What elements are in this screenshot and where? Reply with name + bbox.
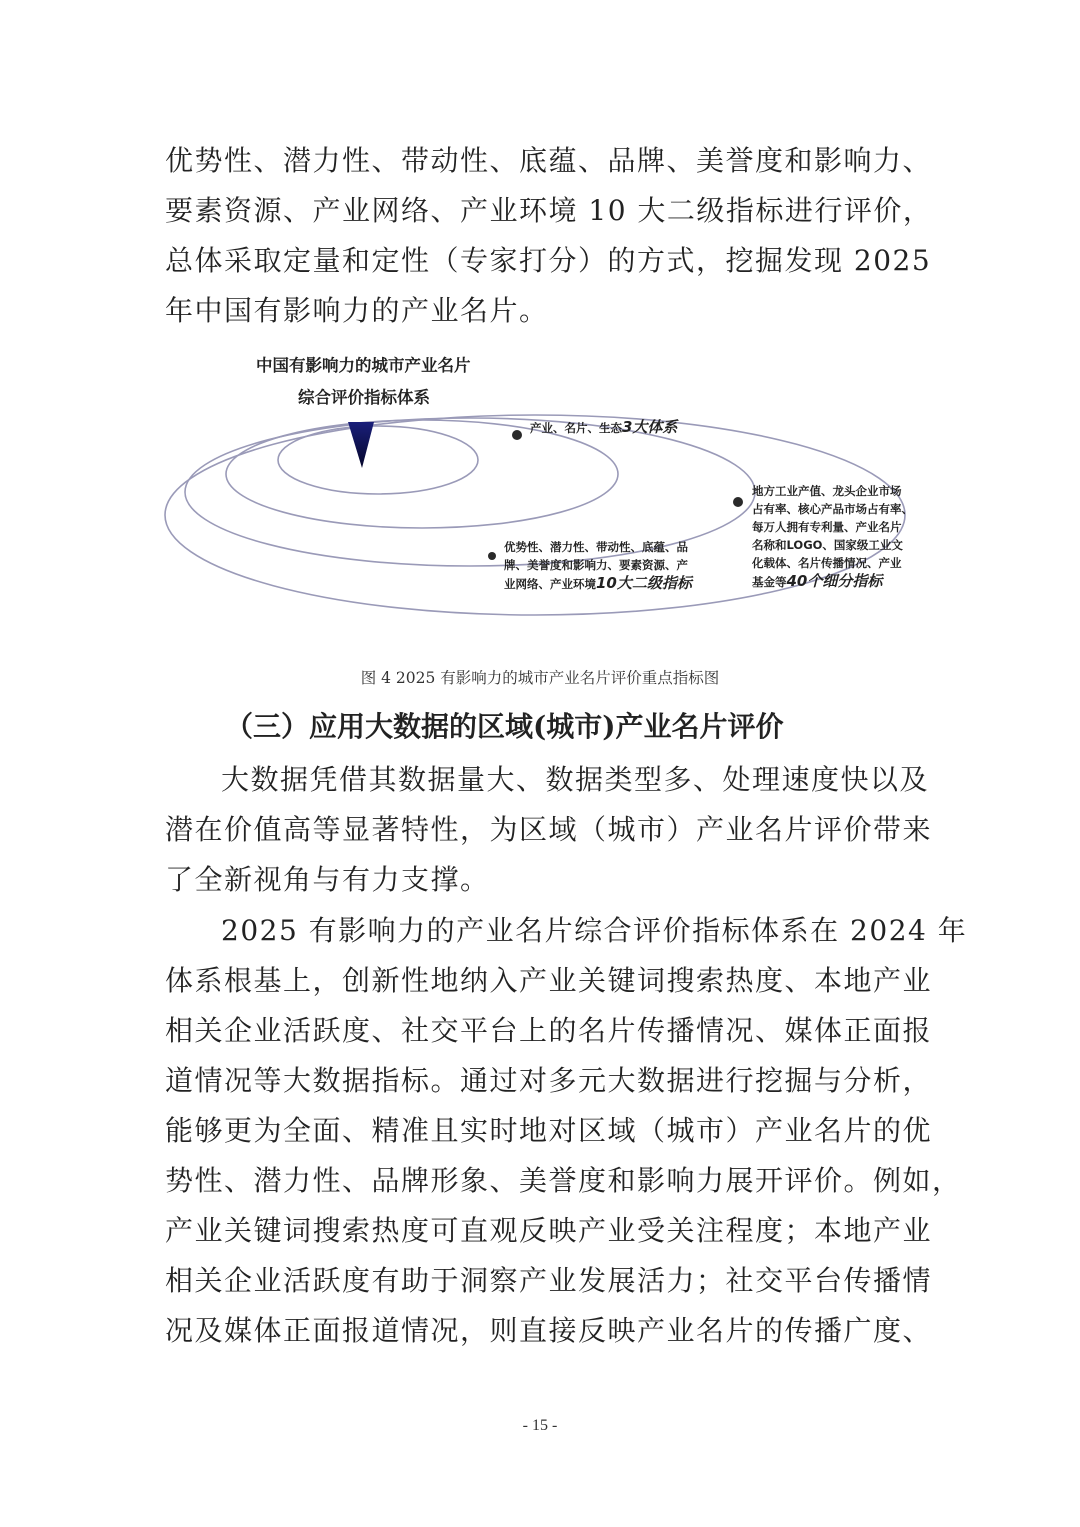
page-number: - 15 - bbox=[522, 1417, 558, 1434]
paragraph-2-line: 大数据凭借其数据量大、数据类型多、处理速度快以及 bbox=[221, 763, 930, 796]
label-secondary-line: 优势性、潜力性、带动性、底蕴、品 bbox=[504, 540, 688, 554]
paragraph-3-line: 况及媒体正面报道情况，则直接反映产业名片的传播广度、 bbox=[165, 1314, 933, 1347]
paragraph-3-line: 势性、潜力性、品牌形象、美誉度和影响力展开评价。例如， bbox=[165, 1164, 962, 1197]
paragraph-1 bbox=[165, 136, 933, 336]
label-secondary-emphasis: 10大二级指标 bbox=[596, 574, 692, 592]
label-detail-line: 占有率、核心产品市场占有率、 bbox=[752, 502, 913, 516]
paragraph-3-line: 能够更为全面、精准且实时地对区域（城市）产业名片的优 bbox=[165, 1114, 933, 1147]
label-secondary-line: 业网络、产业环境 bbox=[504, 577, 596, 591]
dot-secondary bbox=[488, 552, 496, 560]
label-detail bbox=[752, 482, 920, 591]
paragraph-3-line: 体系根基上，创新性地纳入产业关键词搜索热度、本地产业 bbox=[165, 964, 933, 997]
label-detail-emphasis: 40个细分指标 bbox=[786, 572, 883, 590]
label-secondary-line: 牌、美誉度和影响力、要素资源、产 bbox=[504, 558, 688, 572]
paragraph-1-line: 要素资源、产业网络、产业环境 10 大二级指标进行评价， bbox=[165, 194, 933, 227]
paragraph-2-line: 了全新视角与有力支撑。 bbox=[165, 863, 490, 896]
paragraph-2-line: 潜在价值高等显著特性，为区域（城市）产业名片评价带来 bbox=[165, 813, 933, 846]
diagram-title-line-1: 中国有影响力的城市产业名片 bbox=[256, 356, 471, 375]
label-detail-line: 基金等 bbox=[752, 575, 787, 589]
paragraph-3-line: 道情况等大数据指标。通过对多元大数据进行挖掘与分析， bbox=[165, 1064, 933, 1097]
paragraph-1-line: 优势性、潜力性、带动性、底蕴、品牌、美誉度和影响力、 bbox=[165, 144, 933, 177]
paragraph-2 bbox=[165, 755, 933, 905]
label-detail-line: 名称和LOGO、国家级工业文 bbox=[752, 538, 903, 552]
section-heading: （三）应用大数据的区域(城市)产业名片评价 bbox=[225, 710, 784, 743]
paragraph-1-line: 总体采取定量和定性（专家打分）的方式，挖掘发现 2025 bbox=[165, 244, 932, 277]
paragraph-3-line: 产业关键词搜索热度可直观反映产业受关注程度；本地产业 bbox=[165, 1214, 933, 1247]
indicator-diagram bbox=[160, 340, 920, 660]
label-secondary bbox=[504, 538, 714, 593]
label-systems-text: 产业、名片、生态 bbox=[530, 421, 622, 435]
ellipse-inner bbox=[278, 426, 478, 494]
dot-detail bbox=[733, 497, 743, 507]
label-systems-emphasis: 3大体系 bbox=[622, 418, 678, 436]
paragraph-3-line: 相关企业活跃度、社交平台上的名片传播情况、媒体正面报 bbox=[165, 1014, 933, 1047]
paragraph-3-line: 相关企业活跃度有助于洞察产业发展活力；社交平台传播情 bbox=[165, 1264, 933, 1297]
paragraph-3 bbox=[165, 906, 968, 1356]
cone-marker bbox=[348, 422, 374, 468]
label-detail-line: 每万人拥有专利量、产业名片 bbox=[752, 520, 902, 534]
label-systems bbox=[530, 418, 677, 437]
paragraph-3-line: 2025 有影响力的产业名片综合评价指标体系在 2024 年 bbox=[221, 914, 968, 947]
label-detail-line: 化载体、名片传播情况、产业 bbox=[752, 556, 902, 570]
figure-caption: 图 4 2025 有影响力的城市产业名片评价重点指标图 bbox=[360, 669, 720, 687]
label-detail-line: 地方工业产值、龙头企业市场 bbox=[752, 484, 902, 498]
dot-systems bbox=[512, 430, 522, 440]
diagram-title-line-2: 综合评价指标体系 bbox=[298, 388, 430, 407]
paragraph-1-line: 年中国有影响力的产业名片。 bbox=[165, 294, 549, 327]
